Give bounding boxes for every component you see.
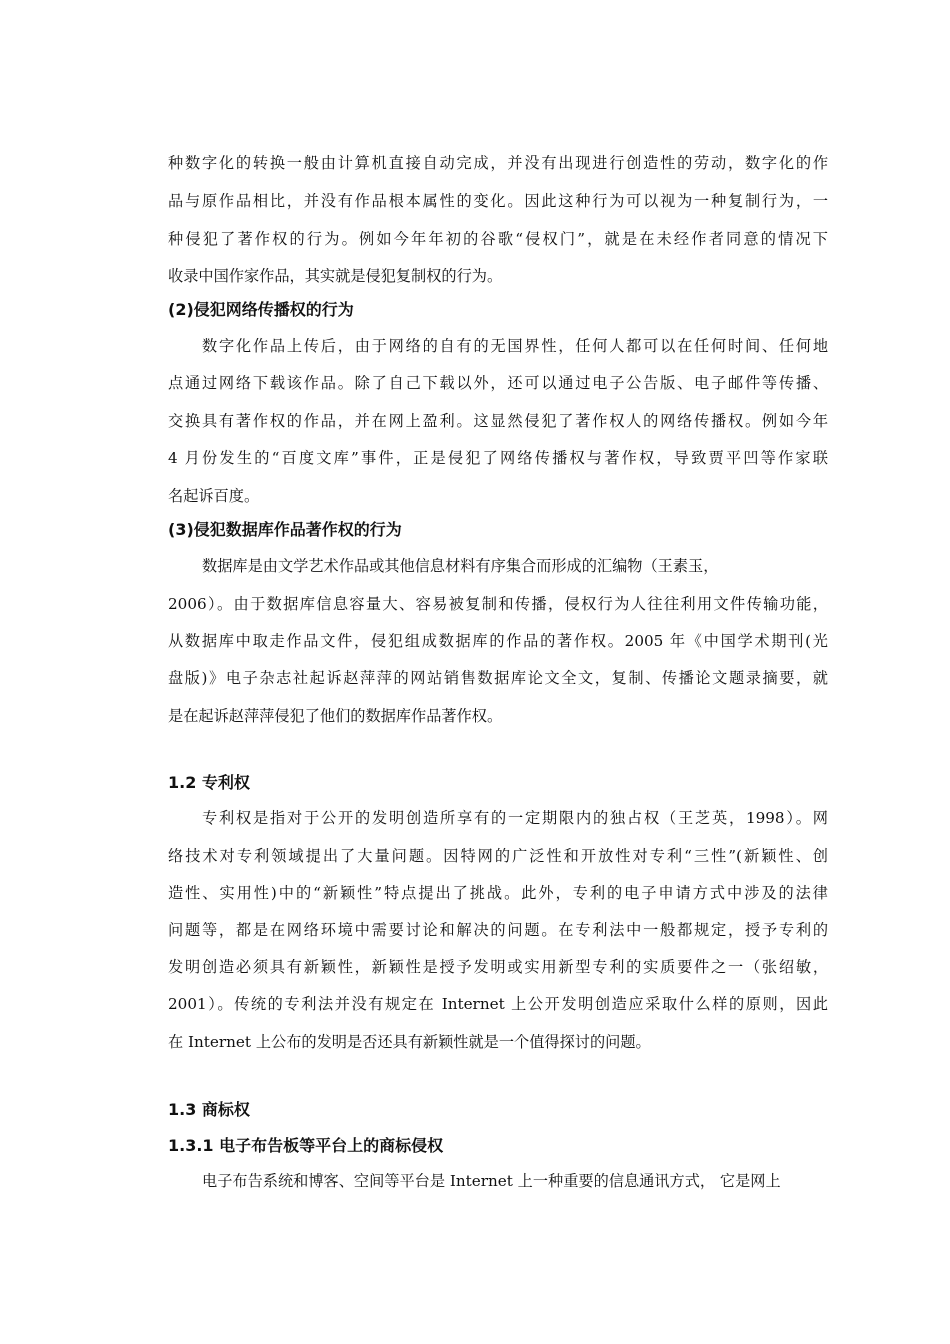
text-line: 是在起诉赵萍萍侵犯了他们的数据库作品著作权。 [168, 707, 503, 725]
section-heading: 1.2 专利权 [168, 773, 250, 792]
text-line: 从数据库中取走作品文件，侵犯组成数据库的作品的著作权。2005 年《中国学术期刊(光 [168, 632, 828, 650]
text-line: 电子布告系统和博客、空间等平台是 Internet 上一种重要的信息通讯方式， 它是网上 [202, 1172, 781, 1190]
subheading: (3)侵犯数据库作品著作权的行为 [168, 520, 402, 539]
text-line: 点通过网络下载该作品。除了自己下载以外，还可以通过电子公告版、电子邮件等传播、 [168, 374, 828, 392]
text-line: 数字化作品上传后，由于网络的自有的无国界性，任何人都可以在任何时间、任何地 [202, 337, 828, 355]
text-line: 造性、实用性)中的“新颖性”特点提出了挑战。此外，专利的电子申请方式中涉及的法律 [168, 884, 828, 902]
text-line: 问题等，都是在网络环境中需要讨论和解决的问题。在专利法中一般都规定，授予专利的 [168, 921, 828, 939]
text-line: 品与原作品相比，并没有作品根本属性的变化。因此这种行为可以视为一种复制行为，一 [168, 192, 828, 210]
text-line: 盘版)》电子杂志社起诉赵萍萍的网站销售数据库论文全文，复制、传播论文题录摘要，就 [168, 669, 828, 687]
section-heading: 1.3 商标权 [168, 1100, 250, 1119]
text-line: 4 月份发生的“百度文库”事件，正是侵犯了网络传播权与著作权，导致贾平凹等作家联 [168, 449, 828, 467]
text-line: 交换具有著作权的作品，并在网上盈利。这显然侵犯了著作权人的网络传播权。例如今年 [168, 412, 828, 430]
text-line: 在 Internet 上公布的发明是否还具有新颖性就是一个值得探讨的问题。 [168, 1033, 651, 1051]
subheading: (2)侵犯网络传播权的行为 [168, 300, 354, 319]
text-line: 发明创造必须具有新颖性，新颖性是授予发明或实用新型专利的实质要件之一（张绍敏， [168, 958, 828, 976]
subsection-heading: 1.3.1 电子布告板等平台上的商标侵权 [168, 1136, 444, 1155]
text-line: 名起诉百度。 [168, 487, 260, 505]
text-line: 种侵犯了著作权的行为。例如今年年初的谷歌“侵权门”，就是在未经作者同意的情况下 [168, 230, 828, 248]
text-line: 专利权是指对于公开的发明创造所享有的一定期限内的独占权（王芝英，1998）。网 [202, 809, 828, 827]
text-line: 2006）。由于数据库信息容量大、容易被复制和传播，侵权行为人往往利用文件传输功能， [168, 595, 828, 613]
text-line: 数据库是由文学艺术作品或其他信息材料有序集合而形成的汇编物（王素玉， [202, 557, 719, 575]
text-line: 络技术对专利领域提出了大量问题。因特网的广泛性和开放性对专利“三性”(新颖性、创 [168, 847, 828, 865]
text-line: 2001）。传统的专利法并没有规定在 Internet 上公开发明创造应采取什么样的原则，因此 [168, 995, 828, 1013]
text-line: 收录中国作家作品，其实就是侵犯复制权的行为。 [168, 267, 503, 285]
text-line: 种数字化的转换一般由计算机直接自动完成，并没有出现进行创造性的劳动，数字化的作 [168, 154, 828, 172]
